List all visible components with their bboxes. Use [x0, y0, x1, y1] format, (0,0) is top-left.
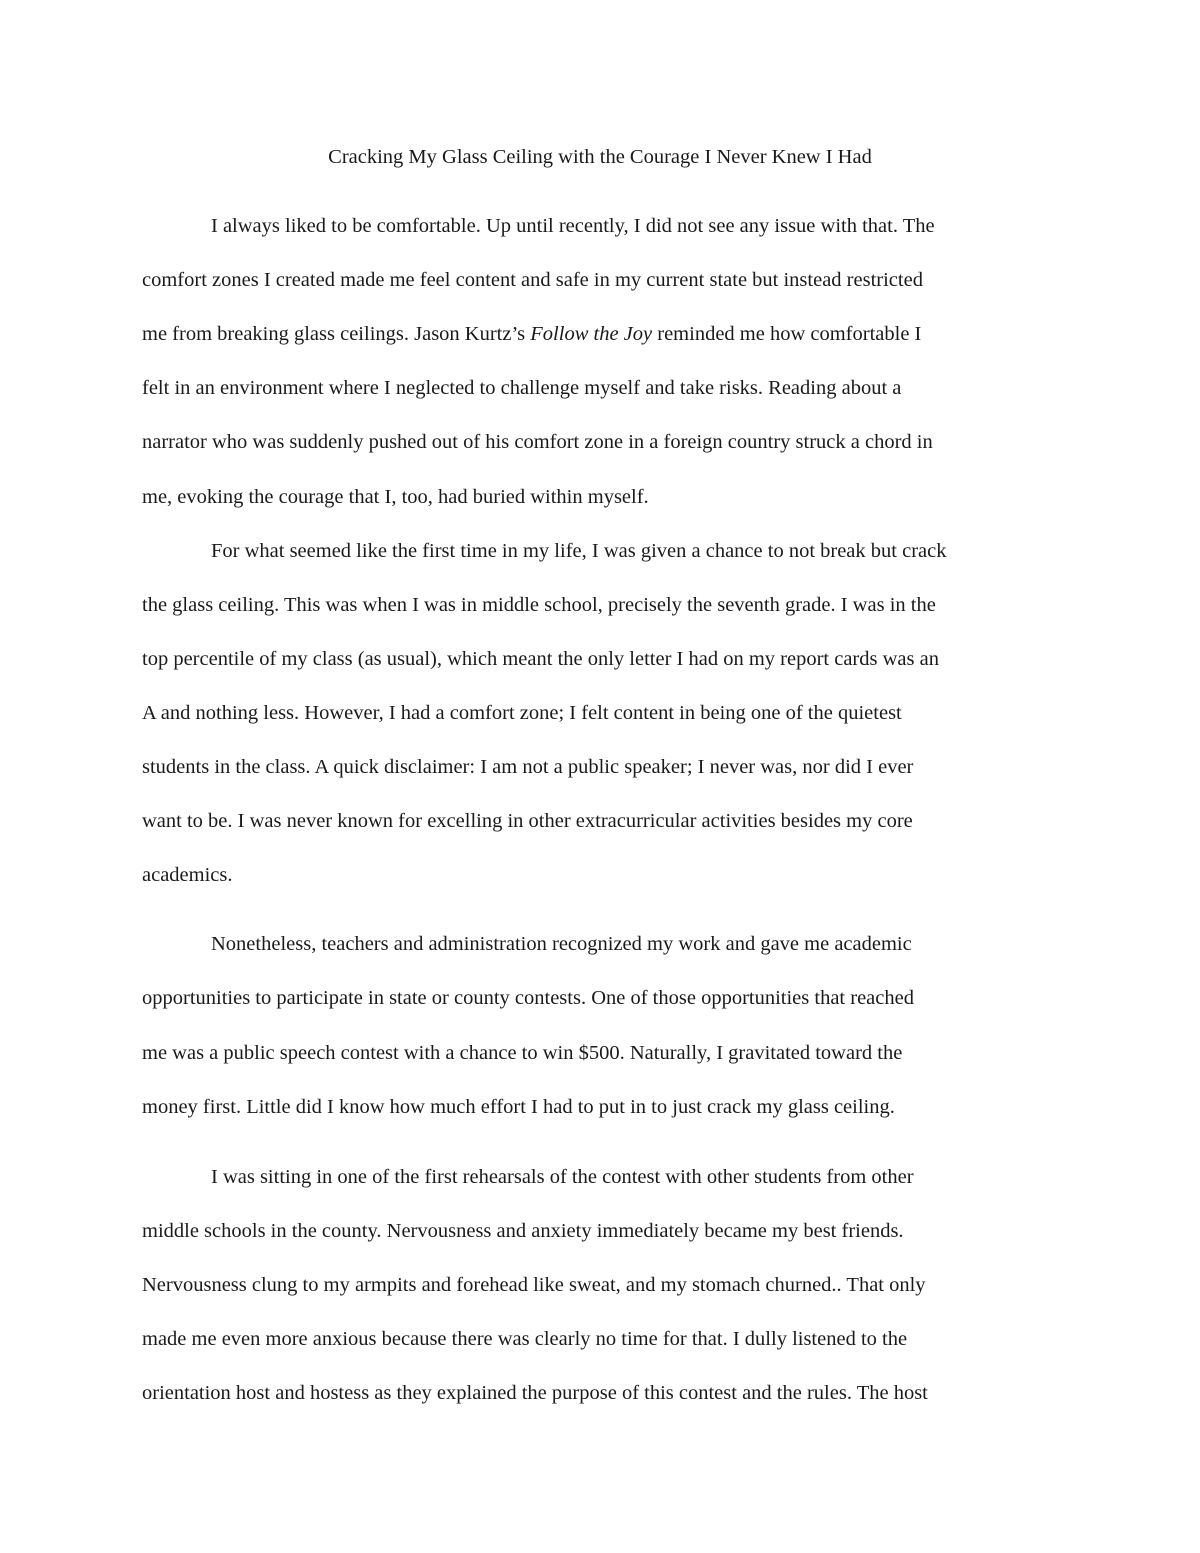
text-line: Nonetheless, teachers and administration recognized my work and gave me academic	[211, 933, 912, 955]
text-line: top percentile of my class (as usual), which meant the only letter I had on my report cards was an	[142, 648, 939, 670]
text-line: For what seemed like the first time in my life, I was given a chance to not break but crack	[211, 540, 947, 562]
text-line: the glass ceiling. This was when I was in middle school, precisely the seventh grade. I was in the	[142, 594, 936, 616]
text-line: I always liked to be comfortable. Up until recently, I did not see any issue with that. The	[211, 215, 935, 237]
text-line: money first. Little did I know how much effort I had to put in to just crack my glass ceiling.	[142, 1096, 895, 1118]
text-line: I was sitting in one of the first rehearsals of the contest with other students from other	[211, 1166, 914, 1188]
text-line: made me even more anxious because there was clearly no time for that. I dully listened to the	[142, 1328, 908, 1350]
text-line: orientation host and hostess as they explained the purpose of this contest and the rules. The host	[142, 1382, 928, 1404]
text-segment: reminded me how comfortable I	[652, 323, 922, 345]
text-line: students in the class. A quick disclaimer: I am not a public speaker; I never was, nor did I ever	[142, 756, 914, 778]
book-title: Follow the Joy	[530, 323, 653, 345]
text-line: academics.	[142, 864, 233, 886]
text-line: me, evoking the courage that I, too, had buried within myself.	[142, 486, 649, 508]
text-line: opportunities to participate in state or county contests. One of those opportunities that reached	[142, 987, 914, 1009]
text-line: felt in an environment where I neglected to challenge myself and take risks. Reading about a	[142, 377, 902, 399]
text-line: A and nothing less. However, I had a comfort zone; I felt content in being one of the quietest	[142, 702, 902, 724]
text-line: comfort zones I created made me feel content and safe in my current state but instead restricted	[142, 269, 923, 291]
document-title: Cracking My Glass Ceiling with the Courage I Never Knew I Had	[328, 146, 872, 168]
text-line: want to be. I was never known for excelling in other extracurricular activities besides my core	[142, 810, 913, 832]
text-line	[142, 321, 921, 347]
text-line: narrator who was suddenly pushed out of his comfort zone in a foreign country struck a chord in	[142, 431, 933, 453]
text-line: me was a public speech contest with a chance to win $500. Naturally, I gravitated toward the	[142, 1042, 903, 1064]
text-segment: me from breaking glass ceilings. Jason Kurtz’s	[142, 323, 531, 345]
text-line: middle schools in the county. Nervousness and anxiety immediately became my best friends.	[142, 1220, 904, 1242]
text-line: Nervousness clung to my armpits and forehead like sweat, and my stomach churned.. That only	[142, 1274, 926, 1296]
